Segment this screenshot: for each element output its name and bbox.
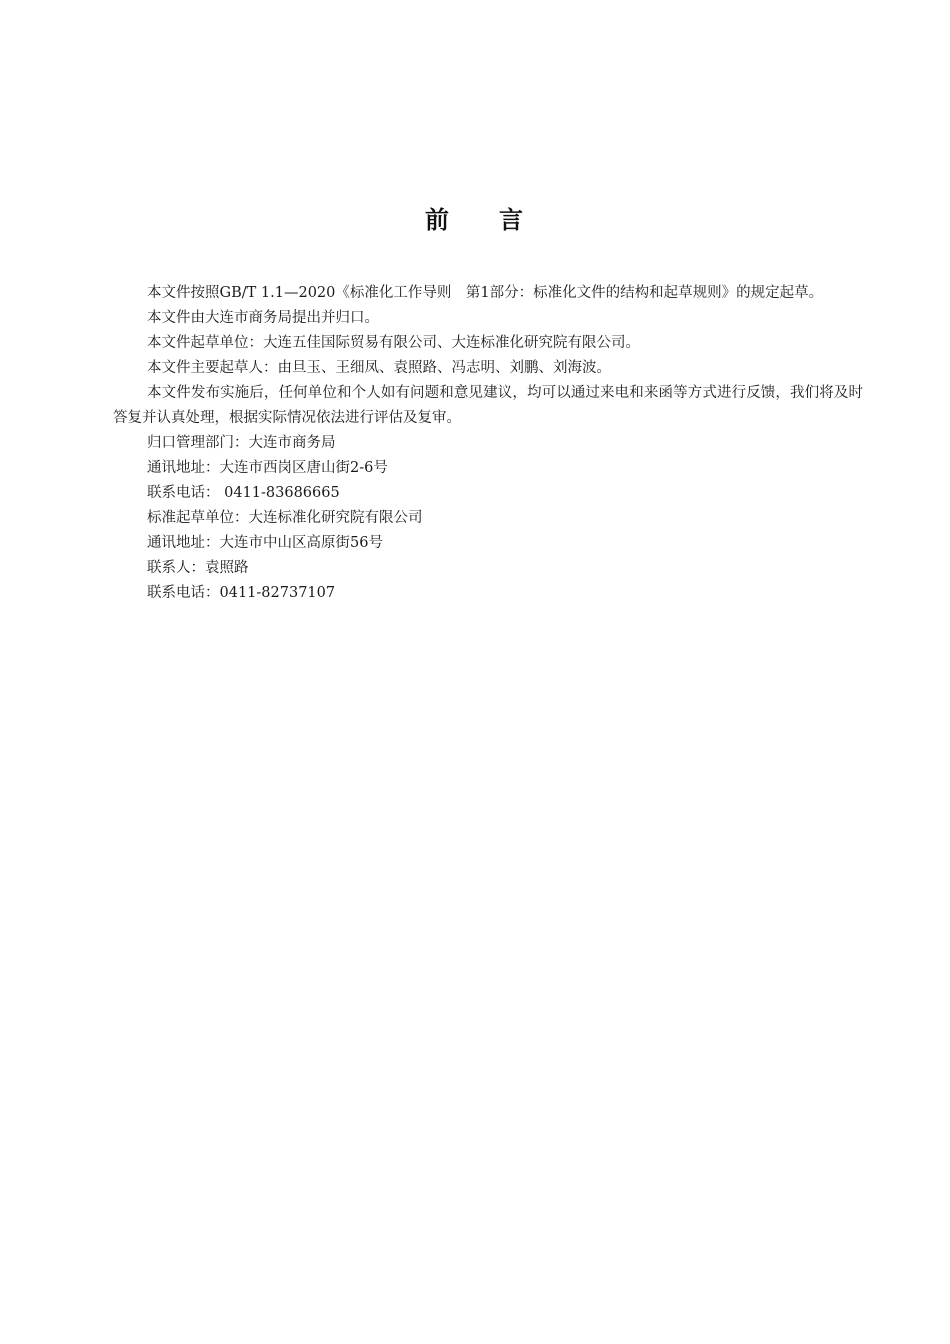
paragraph-proposer: 本文件由大连市商务局提出并归口。 — [147, 310, 379, 326]
paragraph-drafting-units: 本文件起草单位：大连五佳国际贸易有限公司、大连标准化研究院有限公司。 — [147, 335, 640, 351]
paragraph-feedback: 本文件发布实施后，任何单位和个人如有问题和意见建议，均可以通过来电和来函等方式进行反馈，我们将及时答复并认真处理，根据实际情况依法进行评估及复审。 — [113, 385, 863, 426]
contact-drafting-phone: 联系电话：0411-82737107 — [147, 585, 336, 601]
page-title-part-1: 前 — [425, 206, 451, 234]
page-title-part-2: 言 — [499, 206, 525, 234]
contact-admin-dept: 归口管理部门：大连市商务局 — [147, 435, 336, 451]
page-title — [0, 200, 950, 235]
paragraph-drafters: 本文件主要起草人：由旦玉、王细凤、袁照路、冯志明、刘鹏、刘海波。 — [147, 360, 611, 376]
foreword-body — [113, 281, 863, 606]
paragraph-drafting-basis: 本文件按照GB/T 1.1—2020《标准化工作导则 第1部分：标准化文件的结构和起草规则》的规定起草。 — [147, 285, 824, 301]
contact-drafting-unit: 标准起草单位：大连标准化研究院有限公司 — [147, 510, 423, 526]
contact-admin-phone: 联系电话： 0411-83686665 — [147, 485, 340, 501]
contact-person: 联系人：袁照路 — [147, 560, 249, 576]
contact-drafting-address: 通讯地址：大连市中山区高原街56号 — [147, 535, 383, 551]
contact-admin-address: 通讯地址：大连市西岗区唐山街2-6号 — [147, 460, 388, 476]
